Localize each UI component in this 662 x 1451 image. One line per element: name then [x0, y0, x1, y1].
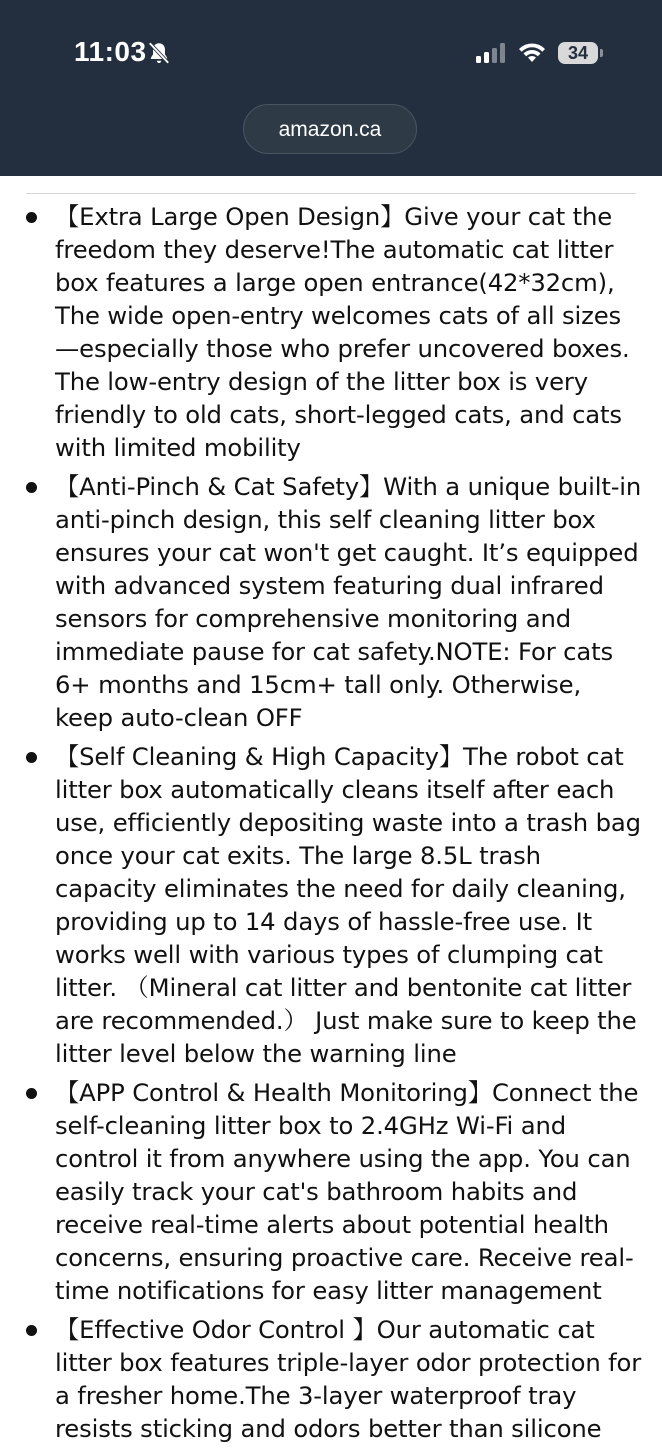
feature-text: 【Extra Large Open Design】Give your cat the freedom they deserve!The automatic cat litter box features a large open entrance(42*32cm), The wide open-entry welcomes cats of all sizes —especially those who prefer uncovered boxes. The low-entry design of the litter box is very friendly to old cats, short-legged cats, and cats with limited mobility — [55, 202, 630, 462]
feature-bullet — [0, 1313, 662, 1445]
wifi-icon — [516, 40, 548, 66]
feature-text: 【Self Cleaning & High Capacity】The robot cat litter box automatically cleans itself after each use, efficiently depositing waste into a trash bag once your cat exits. The large 8.5L trash capacity eliminates the need for daily cleaning, providing up to 14 days of hassle-free use. It works well with various types of clumping cat litter. （Mineral cat litter and bentonite cat litter are recommended.） Just make sure to keep the litter level below the warning line — [55, 742, 641, 1068]
bullet-dot-icon — [26, 212, 37, 223]
product-feature-list — [0, 200, 662, 1451]
bullet-dot-icon — [26, 1325, 37, 1336]
bullet-dot-icon — [26, 752, 37, 763]
feature-bullet — [0, 740, 662, 1070]
feature-bullet — [0, 200, 662, 464]
feature-text: 【Effective Odor Control 】Our automatic cat litter box features triple-layer odor protection for a fresher home.The 3-layer waterproof tray resists sticking and odors better than silicone — [55, 1315, 642, 1443]
status-time: 11:03 — [74, 36, 147, 67]
battery-icon: 34 — [558, 42, 598, 64]
browser-header — [0, 0, 662, 176]
feature-text: 【Anti-Pinch & Cat Safety】With a unique built-in anti-pinch design, this self cleaning litter box ensures your cat won't get caught. It’s equipped with advanced system featuring dual infrared sensors for comprehensive monitoring and immediate pause for cat safety.NOTE: For cats 6+ months and 15cm+ tall only. Otherwise, keep auto-clean OFF — [55, 472, 642, 732]
address-bar-url[interactable]: amazon.ca — [243, 104, 417, 154]
content-divider — [26, 193, 636, 194]
battery-tip — [600, 49, 603, 57]
feature-bullet — [0, 1076, 662, 1307]
feature-text: 【APP Control & Health Monitoring】Connect the self-cleaning litter box to 2.4GHz Wi-Fi and control it from anywhere using the app. You can easily track your cat's bathroom habits and receive real-time alerts about potential health concerns, ensuring proactive care. Receive real-time notifications for easy litter management — [55, 1078, 639, 1305]
bullet-dot-icon — [26, 1088, 37, 1099]
bullet-dot-icon — [26, 482, 37, 493]
signal-icon — [474, 42, 508, 64]
feature-bullet — [0, 470, 662, 734]
bell-muted-icon — [146, 40, 172, 66]
